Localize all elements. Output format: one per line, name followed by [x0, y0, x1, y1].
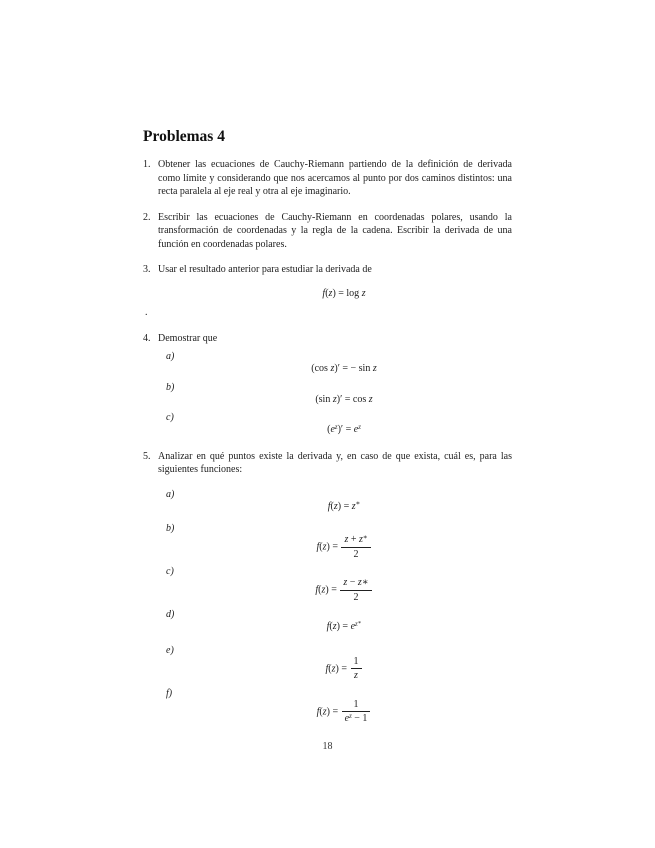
problem-5-subitem-a	[158, 489, 512, 515]
problem-5-subitem-a-label: a)	[166, 488, 175, 500]
problem-5-subitem-e-label: e)	[166, 644, 174, 656]
problem-4-subitem-a-label: a)	[166, 351, 175, 362]
equation-sin-derivative: (sin z)′ = cos z	[315, 393, 373, 405]
problem-2-text: Escribir las ecuaciones de Cauchy-Riemann en coordenadas polares, usando la transformación de coordenadas y la regla de la cadena. Escribir la derivada de una función en coordenadas polares.	[158, 211, 512, 250]
problem-1-number: 1.	[143, 159, 151, 170]
problem-4-text: Demostrar que	[158, 332, 218, 344]
problem-5-subitem-d-label: d)	[166, 609, 175, 620]
equation-log-z: f(z) = log z	[322, 287, 366, 299]
problem-item-4	[143, 332, 512, 438]
problem-5-subitem-f	[158, 688, 512, 725]
equation-f-z-conjugate: f(z) = z∗	[327, 500, 361, 512]
problem-item-5	[143, 450, 512, 725]
equation-f-one-over-z: f(z) = $\frac{1}{z}$	[158, 656, 512, 682]
problem-4-subitem-c-label: c)	[166, 412, 174, 423]
equation-cos-derivative: (cos z)′ = − sin z	[311, 363, 377, 374]
problem-5-subitem-c	[158, 566, 512, 603]
problem-5-subitem-d	[158, 609, 512, 636]
problem-4-subitem-b	[158, 382, 512, 407]
equation-f-diff-conjugate-over-2: f(z) = $\frac{z - z∗}{2}$	[158, 577, 512, 603]
problem-2-number: 2.	[143, 211, 151, 223]
problem-4-subitem-b-label: b)	[166, 381, 175, 393]
problem-3-text: Usar el resultado anterior para estudiar la derivada de	[158, 264, 372, 275]
equation-f-one-over-exp-minus-1: f(z) = $\frac{1}{e^z - 1}$	[158, 699, 512, 725]
problem-5-subitem-e	[158, 645, 512, 682]
problem-item-1	[143, 158, 512, 199]
equation-f-sum-conjugate-over-2: f(z) = $\frac{z + z^∗}{2}$	[158, 534, 512, 560]
problem-5-number: 5.	[143, 450, 151, 462]
problem-item-2	[143, 211, 512, 252]
problem-4-subitem-a	[158, 351, 512, 376]
problem-5-subitem-c-label: c)	[166, 566, 174, 577]
problem-5-subitem-b	[158, 523, 512, 560]
equation-exp-derivative: $(e^z)' = e^z$	[327, 423, 361, 435]
problem-1-text: Obtener las ecuaciones de Cauchy-Riemann partiendo de la definición de derivada como límite y considerando que nos acercamos al punto por dos caminos distintos: una recta paralela al eje real y otra al eje imaginario.	[158, 159, 512, 197]
problem-3-number: 3.	[143, 264, 151, 275]
problem-5-subitem-b-label: b)	[166, 523, 175, 534]
problem-3-trailing-period: .	[145, 307, 148, 318]
problem-4-subitem-c	[158, 412, 512, 438]
page-content	[143, 127, 512, 725]
problem-5-text: Analizar en qué puntos existe la derivada y, en caso de que exista, cuál es, para las siguientes funciones:	[158, 450, 512, 475]
page-number: 18	[322, 741, 333, 752]
problem-5-subitem-f-label: f)	[166, 687, 173, 699]
problem-4-number: 4.	[143, 332, 151, 344]
equation-f-exp-conjugate: $f(z) = e^{z∗}$	[326, 619, 362, 632]
page-title: Problemas 4	[143, 128, 225, 145]
problem-item-3	[143, 263, 512, 320]
